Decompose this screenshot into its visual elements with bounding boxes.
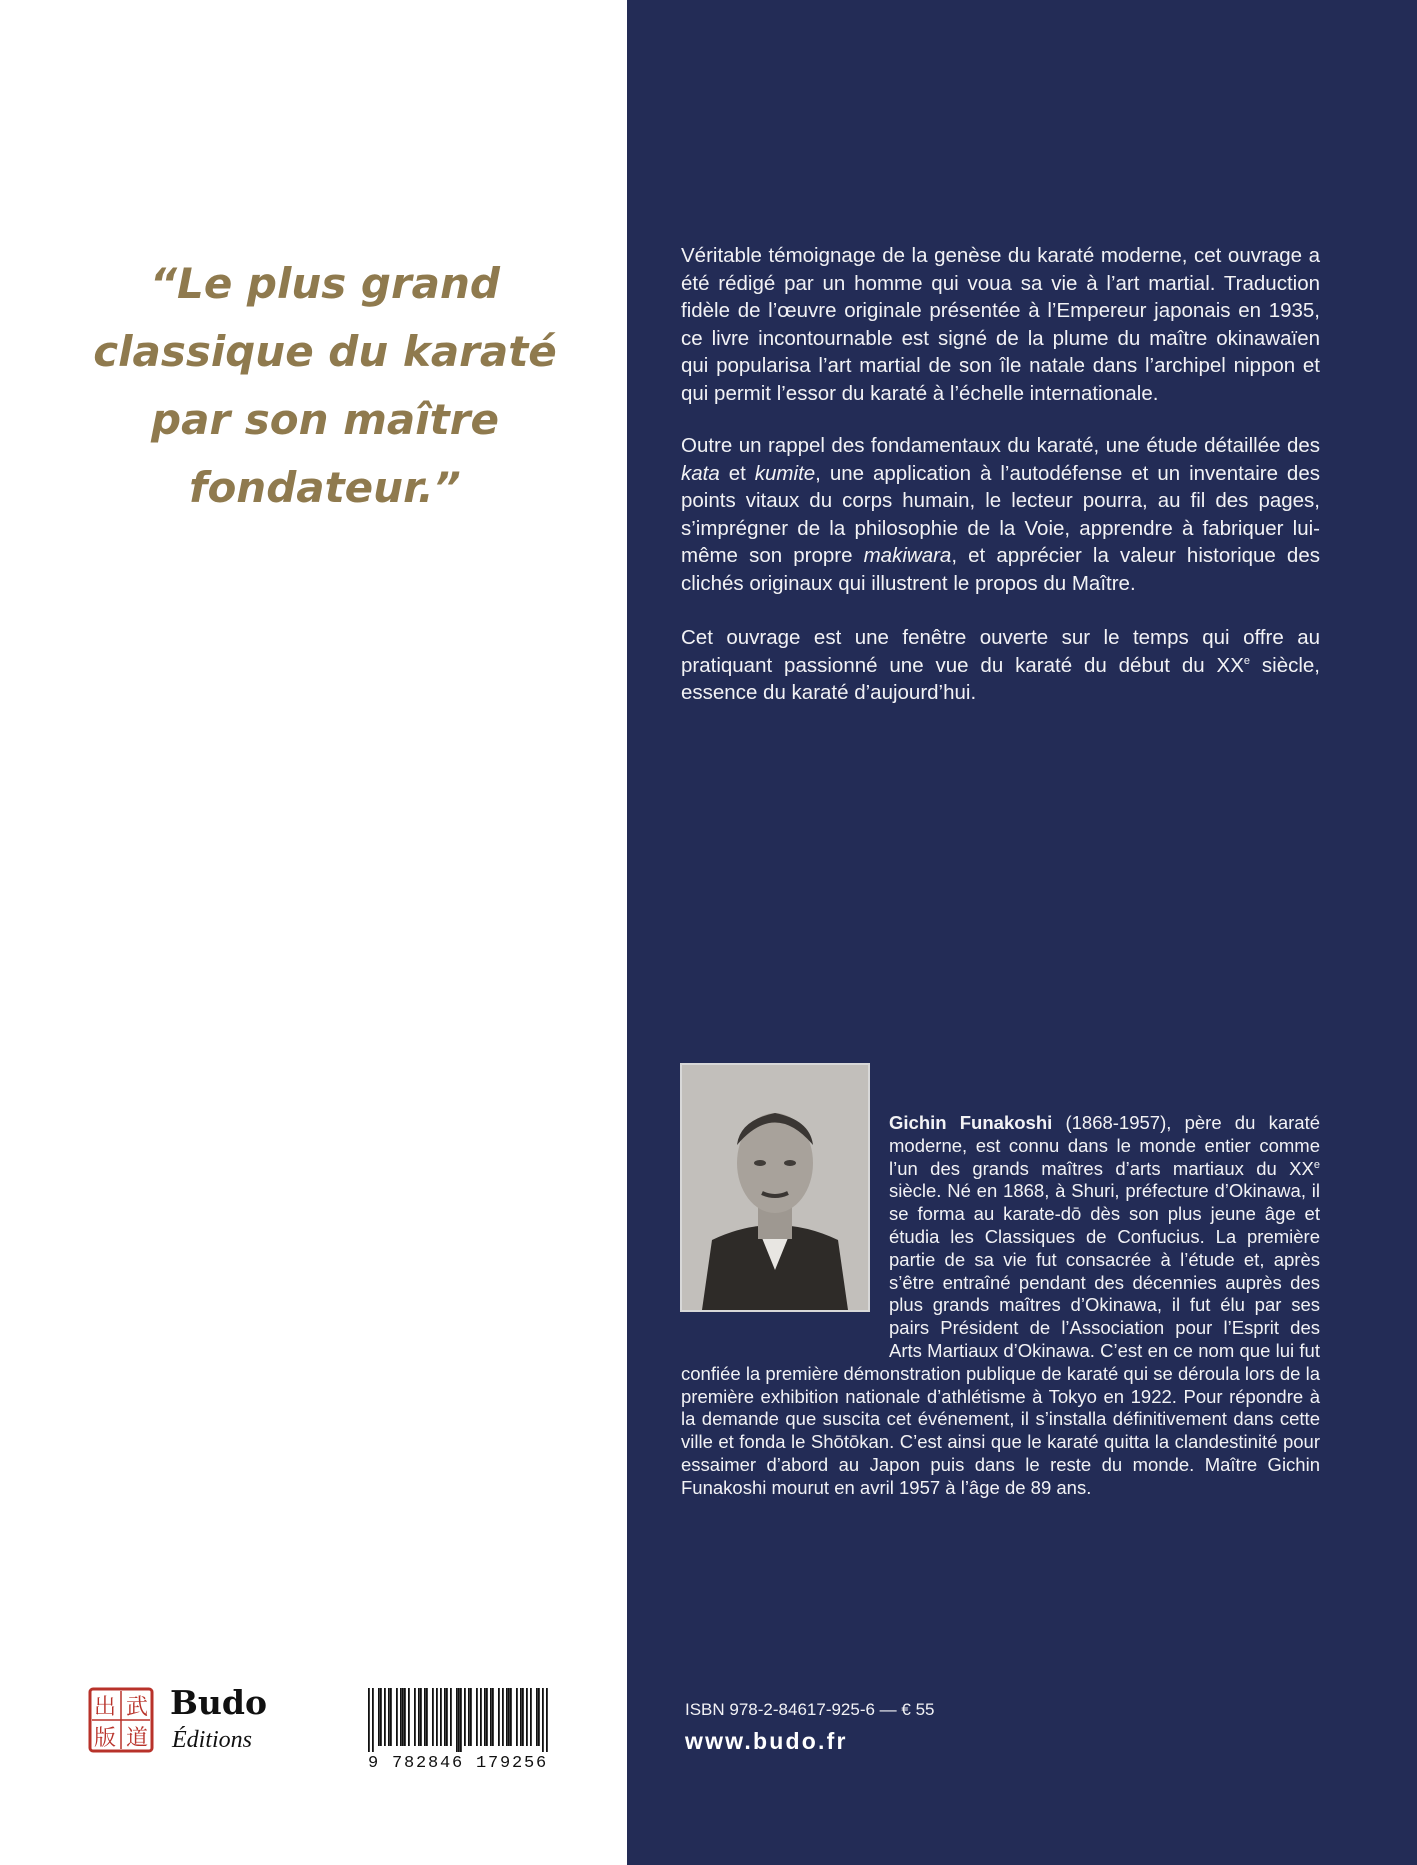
barcode-bar: [418, 1688, 420, 1746]
barcode-bar: [378, 1688, 380, 1746]
barcode-bar: [420, 1688, 422, 1746]
description-paragraph-3: [681, 624, 1320, 707]
barcode-bar: [404, 1688, 406, 1746]
barcode-bar: [368, 1688, 370, 1752]
barcode-bar: [498, 1688, 500, 1746]
barcode-bar: [396, 1688, 398, 1746]
barcode-bar: [424, 1688, 426, 1746]
quote-line: fondateur.”: [189, 463, 461, 512]
term-makiwara: makiwara: [863, 544, 952, 567]
text-run: Cet ouvrage est une fenêtre ouverte sur le temps qui offre au pratiquant passionné une vue du karaté du début du XX: [681, 626, 1320, 677]
barcode-bar: [516, 1688, 518, 1746]
barcode-bar: [450, 1688, 452, 1746]
barcode-bar: [444, 1688, 446, 1746]
barcode-bar: [456, 1688, 458, 1752]
text-run: siècle, essence du karaté d’aujourd’hui.: [681, 653, 1320, 704]
quote-line: classique du karaté: [93, 327, 557, 376]
barcode-bar: [530, 1688, 532, 1746]
barcode-bar: [508, 1688, 510, 1746]
barcode-bar: [400, 1688, 402, 1746]
description-paragraph-2: [681, 432, 1320, 597]
barcode-bar: [484, 1688, 486, 1746]
barcode-bar: [490, 1688, 492, 1746]
quote-line: “Le plus grand: [150, 259, 500, 308]
barcode-bar: [522, 1688, 524, 1746]
author-biography: [681, 1112, 1320, 1500]
barcode-bar: [468, 1688, 470, 1746]
barcode-bar: [380, 1688, 382, 1746]
text-run: siècle. Né en 1868, à Shuri, préfecture d’Okinawa, il se forma au karate-dō dès son plus jeune âge et étudia les Classiques de Confucius. La première partie de sa vie fut consacrée à l’étude et, après s’être entraîné pendant des décennies auprès des plus grands maîtres d’Okinawa, il fut élu par ses pairs Président de l’Association pour l’Esprit des Arts Martiaux d’Okinawa. C’est en ce nom que lui fut confiée la première démonstration publique de karaté qui se déroula lors de la première exhibition nationale d’athlétisme à Tokyo en 1922. Pour répondre à la demande que suscita cet événement, il s’installa définitivement dans cette ville et fonda le Shōtōkan. C’est ainsi que le karaté quitta la clandestinité pour essaimer d’abord au Japon puis dans le reste du monde. Maître Gichin Funakoshi mourut en avril 1957 à l’âge de 89 ans.: [681, 1180, 1320, 1498]
barcode-bar: [458, 1688, 460, 1752]
publisher-name: Budo: [170, 1683, 267, 1722]
isbn-price: ISBN 978-2-84617-925-6 — € 55: [685, 1700, 935, 1719]
barcode-bar: [502, 1688, 504, 1746]
seal-char: 版: [93, 1726, 117, 1751]
barcode-bar: [538, 1688, 540, 1746]
isbn-barcode: [354, 1684, 562, 1784]
term-kata: kata: [681, 461, 720, 485]
website-link[interactable]: www.budo.fr: [685, 1728, 848, 1754]
barcode-icon: [368, 1688, 548, 1752]
barcode-bar: [536, 1688, 538, 1746]
text-run: , une application à l’autodéfense et un inventaire des points vitaux du corps humain, le lecteur pourra, au fil des pages, s’imprégner de la philosophie de la Voie, apprendre à fabriquer lui-même son propre: [681, 461, 1320, 567]
barcode-bar: [402, 1688, 404, 1746]
barcode-bar: [388, 1688, 390, 1746]
barcode-bar: [542, 1688, 544, 1752]
barcode-bar: [432, 1688, 434, 1746]
text-run: Outre un rappel des fondamentaux du karaté, une étude détaillée des: [681, 434, 1320, 457]
barcode-bar: [372, 1688, 374, 1752]
barcode-bar: [440, 1688, 442, 1746]
seal-char: 道: [125, 1726, 149, 1751]
quote-line: par son maître: [151, 395, 499, 444]
superscript: e: [1313, 1158, 1320, 1171]
barcode-bar: [486, 1688, 488, 1746]
left-panel: [0, 0, 627, 1865]
barcode-bar: [476, 1688, 478, 1746]
barcode-bar: [526, 1688, 528, 1746]
term-kumite: kumite: [754, 461, 816, 485]
barcode-bar: [426, 1688, 428, 1746]
barcode-bar: [384, 1688, 386, 1746]
barcode-bar: [460, 1688, 462, 1752]
barcode-bar: [436, 1688, 438, 1746]
text-run: et: [719, 461, 755, 485]
barcode-bar: [480, 1688, 482, 1746]
barcode-bar: [470, 1688, 472, 1746]
superscript: e: [1243, 654, 1250, 667]
barcode-bar: [390, 1688, 392, 1746]
barcode-bar: [414, 1688, 416, 1746]
seal-char: 出: [93, 1695, 117, 1720]
author-name: Gichin Funakoshi: [889, 1112, 1053, 1133]
text-run: , et apprécier la valeur historique des clichés originaux qui illustrent le propos du Maître.: [681, 544, 1320, 595]
barcode-bar: [510, 1688, 512, 1746]
publisher-subtitle: Éditions: [172, 1727, 253, 1753]
text-run: (1868-1957), père du karaté moderne, est connu dans le monde entier comme l’un des grands maîtres d’arts martiaux du XX: [889, 1112, 1320, 1179]
barcode-bar: [506, 1688, 508, 1746]
publisher-seal-icon: [88, 1687, 154, 1753]
barcode-bar: [520, 1688, 522, 1746]
seal-char: 武: [125, 1695, 149, 1720]
barcode-bar: [546, 1688, 548, 1752]
barcode-bar: [446, 1688, 448, 1746]
cover-quote: [60, 250, 590, 522]
barcode-digits: 9 782846 179256: [367, 1754, 549, 1773]
barcode-bar: [464, 1688, 466, 1746]
description-paragraph-1: Véritable témoignage de la genèse du karaté moderne, cet ouvrage a été rédigé par un homme qui voua sa vie à l’art martial. Traduction fidèle de l’œuvre originale présentée à l’Empereur japonais en 1935, ce livre incontournable est signé de la plume du maître okinawaïen qui popularisa l’art martial de son île natale dans l’archipel nippon et qui permit l’essor du karaté à l’échelle internationale.: [681, 244, 1320, 405]
barcode-bar: [492, 1688, 494, 1746]
barcode-bar: [408, 1688, 410, 1746]
